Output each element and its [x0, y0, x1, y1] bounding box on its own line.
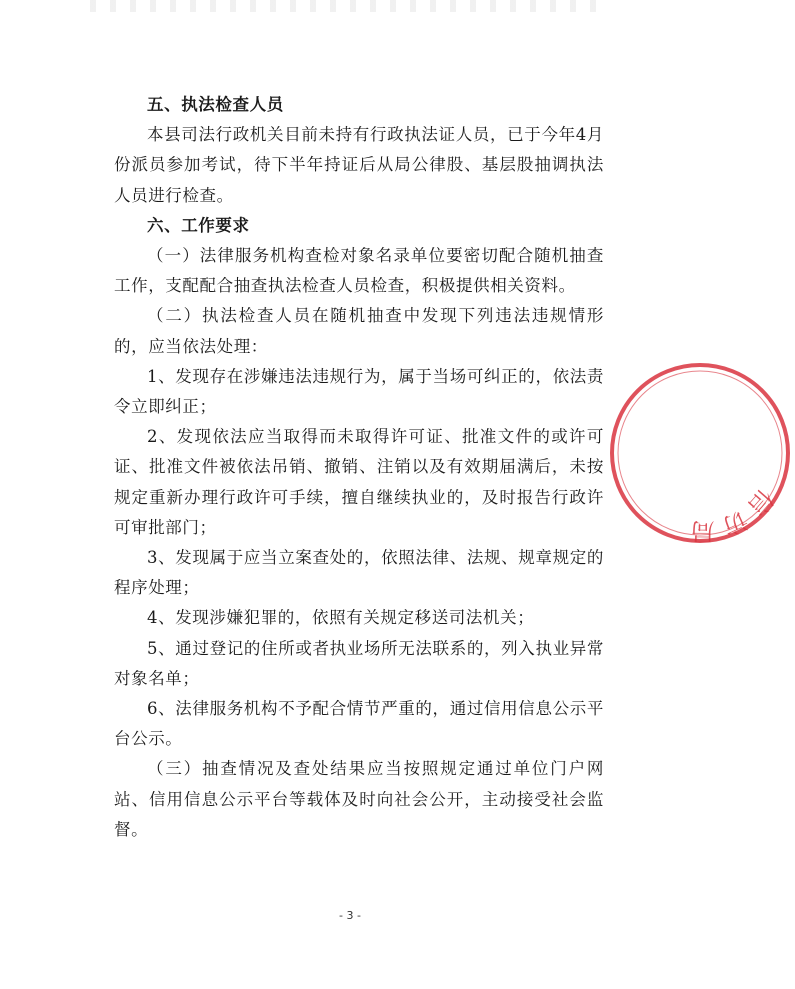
list-item-4: 4、发现涉嫌犯罪的，依照有关规定移送司法机关； — [147, 608, 535, 628]
page-number: - 3 - — [339, 909, 361, 922]
list-item-2: 2、发现依法应当取得而未取得许可证、批准文件的或许可证、批准文件被依法吊销、撤销、注销以及有效期届满后，未按规定重新办理行政许可手续，擅自继续执业的，及时报告行政许可审批部门； — [114, 427, 604, 537]
document-body — [114, 90, 604, 845]
seal-text: 信访局 — [684, 483, 780, 546]
paragraph-requirement-1: （一）法律服务机构查检对象名录单位要密切配合随机抽查工作，支配配合抽查执法检查人员检查，积极提供相关资料。 — [114, 246, 604, 296]
list-item-3: 3、发现属于应当立案查处的，依照法律、法规、规章规定的程序处理； — [114, 548, 604, 598]
paragraph-personnel: 本县司法行政机关目前未持有行政执法证人员，已于今年4月份派员参加考试，待下半年持证后从局公律股、基层股抽调执法人员进行检查。 — [114, 125, 604, 205]
list-item-6: 6、法律服务机构不予配合情节严重的，通过信用信息公示平台公示。 — [114, 699, 604, 749]
official-seal-stamp — [605, 358, 795, 548]
seal-inner-ring — [618, 371, 782, 535]
list-item-1: 1、发现存在涉嫌违法违规行为，属于当场可纠正的，依法责令立即纠正； — [114, 366, 604, 417]
show-through-bleed — [90, 0, 610, 12]
seal-outer-ring — [612, 365, 788, 541]
section-heading-5: 五、执法检查人员 — [147, 95, 284, 114]
list-item-5: 5、通过登记的住所或者执业场所无法联系的，列入执业异常对象名单； — [114, 638, 604, 688]
paragraph-requirement-3: （三）抽查情况及查处结果应当按照规定通过单位门户网站、信用信息公示平台等载体及时向社会公开，主动接受社会监督。 — [114, 759, 604, 839]
section-heading-6: 六、工作要求 — [147, 215, 250, 235]
paragraph-requirement-2: （二）执法检查人员在随机抽查中发现下列违法违规情形的，应当依法处理： — [114, 306, 604, 356]
